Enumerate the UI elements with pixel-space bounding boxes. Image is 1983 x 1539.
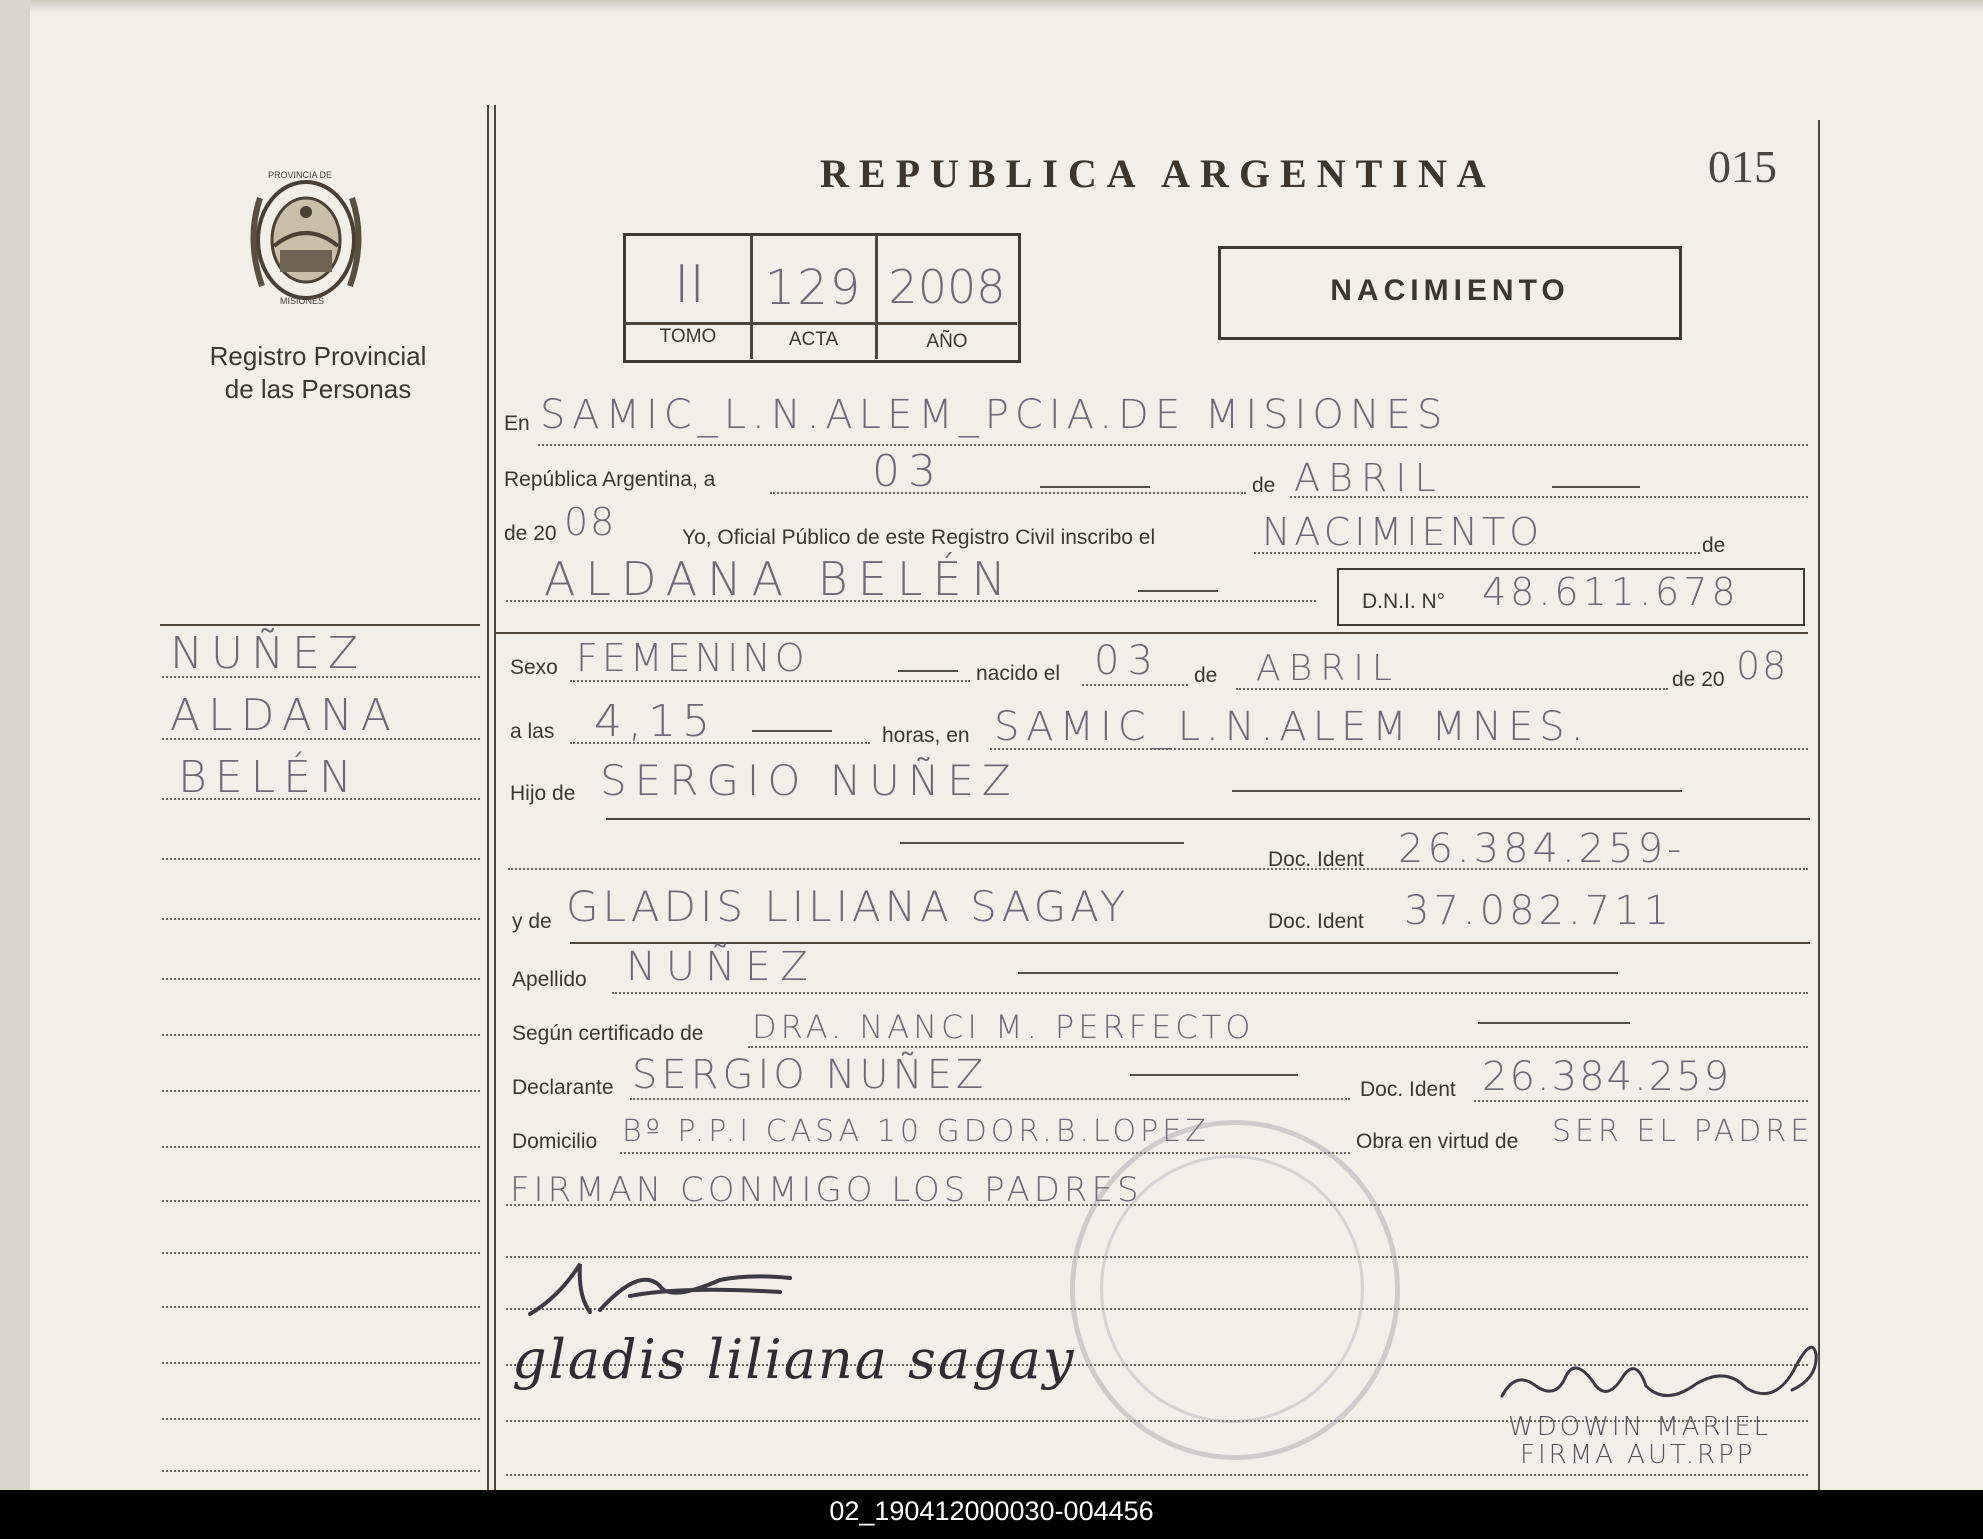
tomo-value: II xyxy=(674,255,705,315)
place-line xyxy=(538,444,1808,446)
de20-label-2: de 20 xyxy=(1672,668,1725,691)
inscribe-type-value: NACIMIENTO xyxy=(1262,510,1544,554)
day-dash xyxy=(1040,486,1150,488)
doc-ident-label-3: Doc. Ident xyxy=(1360,1078,1456,1101)
note-value: FIRMAN CONMIGO LOS PADRES xyxy=(510,1170,1143,1210)
en-label: En xyxy=(504,412,530,435)
certificado-value: DRA. NANCI M. PERFECTO xyxy=(752,1008,1255,1046)
declarante-value: SERGIO NUÑEZ xyxy=(632,1052,988,1098)
officer-signature xyxy=(1496,1326,1826,1416)
margin-line xyxy=(162,918,480,920)
acta-label: ACTA xyxy=(788,329,839,350)
margin-line xyxy=(162,1306,480,1308)
birth-day-value: 03 xyxy=(1094,638,1161,684)
day-line xyxy=(770,492,1246,494)
margin-line xyxy=(162,858,480,860)
provincial-seal-icon xyxy=(240,168,372,310)
republica-label: República Argentina, a xyxy=(504,468,716,491)
margin-surname: NUÑEZ xyxy=(170,628,366,679)
margin-line xyxy=(162,1034,480,1036)
inscribe-line xyxy=(1254,552,1700,554)
doc-ident-label-1: Doc. Ident xyxy=(1268,848,1364,871)
declarante-doc-value: 26.384.259 xyxy=(1482,1054,1732,1100)
father-continuation-dash xyxy=(900,842,1184,844)
certificado-line xyxy=(748,1046,1808,1048)
form-right-border xyxy=(1818,120,1820,1490)
margin-line xyxy=(162,1200,480,1202)
margin-line xyxy=(162,1418,480,1420)
certificado-dash xyxy=(1478,1022,1630,1024)
margin-line xyxy=(162,1362,480,1364)
act-type-label: NACIMIENTO xyxy=(1330,274,1570,307)
child-name-value: ALDANA BELÉN xyxy=(544,552,1016,606)
nacido-label: nacido el xyxy=(976,662,1061,685)
month-dash xyxy=(1552,486,1640,488)
father-dash xyxy=(1232,790,1682,792)
binder-edge xyxy=(0,0,32,1490)
apellido-value: NUÑEZ xyxy=(626,944,818,990)
sexo-value: FEMENINO xyxy=(576,636,809,680)
registry-line-2: de las Personas xyxy=(224,374,412,404)
registry-name xyxy=(188,340,448,406)
margin-line xyxy=(162,1090,480,1092)
sexo-line xyxy=(570,680,970,682)
de-label: de xyxy=(1252,474,1276,497)
time-line xyxy=(570,742,870,744)
folio-number: 015 xyxy=(1708,141,1777,192)
a-las-label: a las xyxy=(510,720,555,743)
time-dash xyxy=(752,730,832,732)
horas-label: horas, en xyxy=(882,724,970,747)
page-shadow xyxy=(30,0,1983,12)
name-line xyxy=(506,600,1316,602)
mother-doc-value: 37.082.711 xyxy=(1404,888,1674,934)
index-label-rule xyxy=(625,322,1017,325)
country-title: REPUBLICA ARGENTINA xyxy=(820,151,1496,196)
official-stamp-inner xyxy=(1100,1155,1364,1423)
registry-line-1: Registro Provincial xyxy=(209,341,427,371)
father-doc-value: 26.384.259- xyxy=(1398,826,1686,872)
left-column-divider xyxy=(487,105,489,1490)
birth-place-line xyxy=(990,748,1808,750)
margin-line xyxy=(162,1470,480,1472)
sexo-dash xyxy=(898,670,958,672)
blank-line xyxy=(506,1474,1808,1476)
mother-value: GLADIS LILIANA SAGAY xyxy=(566,882,1130,931)
obra-label: Obra en virtud de xyxy=(1356,1130,1519,1153)
apellido-line xyxy=(612,992,1808,994)
scan-id: 02_190412000030-004456 xyxy=(829,1496,1154,1526)
certificado-label: Según certificado de xyxy=(512,1022,704,1045)
doc-ident-label-2: Doc. Ident xyxy=(1268,910,1364,933)
domicilio-label: Domicilio xyxy=(512,1130,598,1153)
oficial-label: Yo, Oficial Público de este Registro Civil inscribo el xyxy=(682,526,1156,549)
margin-first-name: ALDANA xyxy=(170,690,399,741)
declarante-doc-line xyxy=(1474,1100,1808,1102)
margin-line xyxy=(162,1252,480,1254)
obra-value: SER EL PADRE xyxy=(1552,1114,1814,1149)
seal-text-bottom: MISIONES xyxy=(280,296,325,306)
anio-label: AÑO xyxy=(926,331,968,352)
day-value: 03 xyxy=(872,446,944,497)
hijo-label: Hijo de xyxy=(510,782,576,805)
birth-place-value: SAMIC_L.N.ALEM MNES. xyxy=(994,704,1590,750)
y-de-label: y de xyxy=(512,910,552,933)
officer-name: WDOWIN MARIEL xyxy=(1508,1412,1772,1442)
form-left-border xyxy=(494,105,496,1490)
father-rule xyxy=(606,818,1810,820)
seal-text-top: PROVINCIA DE xyxy=(268,170,333,180)
month-line xyxy=(1290,496,1808,498)
name-dash xyxy=(1138,590,1218,592)
father-value: SERGIO NUÑEZ xyxy=(600,756,1019,805)
margin-line xyxy=(162,978,480,980)
declarante-line xyxy=(630,1098,1350,1100)
acta-value: 129 xyxy=(764,260,863,316)
sexo-label: Sexo xyxy=(510,656,558,679)
birth-month-line xyxy=(1236,688,1668,690)
de-label-3: de xyxy=(1194,664,1218,687)
de-label-2: de xyxy=(1702,534,1726,557)
dni-label: D.N.I. N° xyxy=(1362,590,1446,613)
declarante-label: Declarante xyxy=(512,1076,614,1099)
anio-value: 2008 xyxy=(888,260,1006,314)
officer-title: FIRMA AUT.RPP xyxy=(1520,1440,1756,1470)
birth-day-line xyxy=(1082,684,1188,686)
apellido-label: Apellido xyxy=(512,968,587,991)
apellido-dash xyxy=(1018,972,1618,974)
margin-top-rule xyxy=(160,624,480,626)
tomo-label: TOMO xyxy=(659,326,717,347)
birth-year-suffix-value: 08 xyxy=(1736,644,1789,688)
birth-time-value: 4,15 xyxy=(594,696,716,747)
de20-label: de 20 xyxy=(504,522,557,545)
year-suffix-value: 08 xyxy=(564,500,617,544)
birth-month-value: ABRIL xyxy=(1256,648,1400,689)
father-signature xyxy=(520,1256,800,1326)
place-value: SAMIC_L.N.ALEM_PCIA.DE MISIONES xyxy=(540,392,1449,438)
margin-second-name: BELÉN xyxy=(178,752,360,803)
domicilio-value: Bº P.P.I CASA 10 GDOR.B.LOPEZ xyxy=(622,1114,1210,1149)
dni-value: 48.611.678 xyxy=(1482,570,1740,614)
declarante-dash xyxy=(1130,1074,1298,1076)
mother-signature: gladis liliana sagay xyxy=(512,1328,1076,1391)
section-rule-1 xyxy=(496,632,1808,634)
margin-line xyxy=(162,1146,480,1148)
month-value: ABRIL xyxy=(1294,456,1444,500)
